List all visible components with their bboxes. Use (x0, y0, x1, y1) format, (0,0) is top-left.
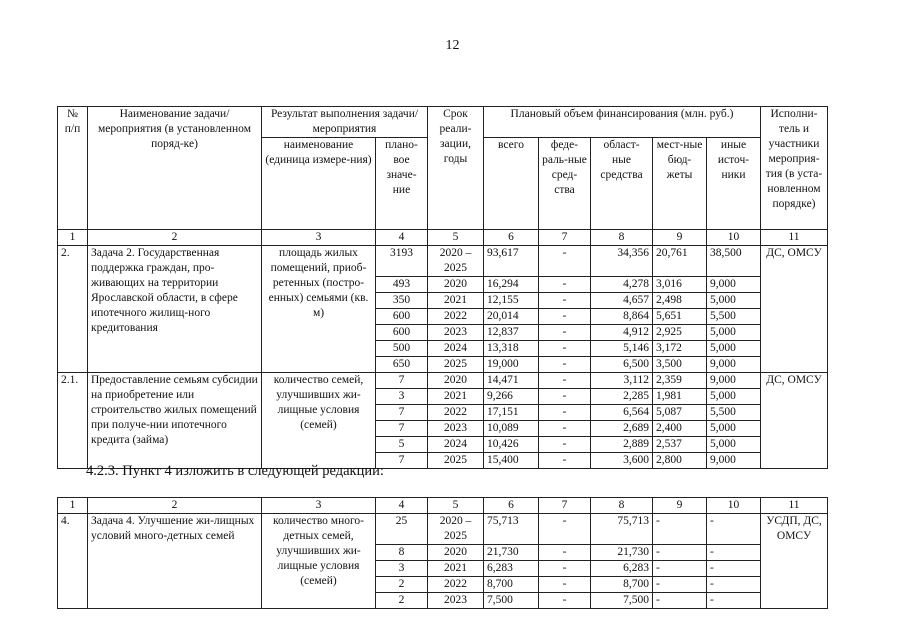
plan-value: 650 (376, 357, 428, 373)
term-years: 2023 (428, 325, 484, 341)
other-amount: - (707, 577, 761, 593)
term-years: 2023 (428, 593, 484, 609)
financing-table-2 (57, 497, 828, 609)
term-years: 2020 (428, 277, 484, 293)
local-amount: - (653, 514, 707, 545)
total-amount: 19,000 (484, 357, 539, 373)
col-header-total: всего (484, 138, 539, 230)
other-amount: 9,000 (707, 373, 761, 389)
plan-value: 350 (376, 293, 428, 309)
col-number: 1 (58, 230, 88, 246)
result-name: площадь жилых помещений, приоб-ретенных (постро-енных) семьями (кв. м) (262, 246, 376, 373)
regional-amount: 5,146 (591, 341, 653, 357)
col-header-other: иные источ-ники (707, 138, 761, 230)
regional-amount: 2,689 (591, 421, 653, 437)
total-amount: 10,426 (484, 437, 539, 453)
plan-value: 3 (376, 389, 428, 405)
term-years: 2025 (428, 453, 484, 469)
local-amount: 20,761 (653, 246, 707, 277)
regional-amount: 8,864 (591, 309, 653, 325)
table-row (58, 373, 828, 389)
other-amount: 5,000 (707, 389, 761, 405)
local-amount: 5,651 (653, 309, 707, 325)
other-amount: 9,000 (707, 277, 761, 293)
local-amount: 2,800 (653, 453, 707, 469)
other-amount: 5,500 (707, 405, 761, 421)
col-header-local: мест-ные бюд-жеты (653, 138, 707, 230)
term-years: 2022 (428, 309, 484, 325)
federal-amount: - (539, 405, 591, 421)
col-number: 8 (591, 498, 653, 514)
col-number: 6 (484, 498, 539, 514)
federal-amount: - (539, 325, 591, 341)
federal-amount: - (539, 577, 591, 593)
table-header-row (58, 107, 828, 138)
local-amount: 3,016 (653, 277, 707, 293)
regional-amount: 8,700 (591, 577, 653, 593)
term-years: 2024 (428, 341, 484, 357)
total-amount: 16,294 (484, 277, 539, 293)
term-years: 2020 (428, 373, 484, 389)
federal-amount: - (539, 373, 591, 389)
col-number: 7 (539, 230, 591, 246)
plan-value: 500 (376, 341, 428, 357)
federal-amount: - (539, 421, 591, 437)
term-years: 2023 (428, 421, 484, 437)
col-number: 10 (707, 498, 761, 514)
total-amount: 17,151 (484, 405, 539, 421)
local-amount: 3,172 (653, 341, 707, 357)
executor: ДС, ОМСУ (761, 373, 828, 469)
table-row (58, 246, 828, 277)
local-amount: - (653, 577, 707, 593)
local-amount: 2,359 (653, 373, 707, 389)
federal-amount: - (539, 437, 591, 453)
total-amount: 15,400 (484, 453, 539, 469)
regional-amount: 2,889 (591, 437, 653, 453)
other-amount: 9,000 (707, 453, 761, 469)
local-amount: - (653, 593, 707, 609)
local-amount: 1,981 (653, 389, 707, 405)
other-amount: - (707, 561, 761, 577)
total-amount: 14,471 (484, 373, 539, 389)
total-amount: 20,014 (484, 309, 539, 325)
federal-amount: - (539, 309, 591, 325)
other-amount: 9,000 (707, 357, 761, 373)
total-amount: 10,089 (484, 421, 539, 437)
row-number: 4. (58, 514, 88, 609)
row-number: 2.1. (58, 373, 88, 469)
regional-amount: 21,730 (591, 545, 653, 561)
table-row (58, 514, 828, 545)
plan-value: 2 (376, 593, 428, 609)
col-header-finance: Плановый объем финансирования (млн. руб.) (484, 107, 761, 138)
total-amount: 75,713 (484, 514, 539, 545)
col-number: 9 (653, 498, 707, 514)
federal-amount: - (539, 389, 591, 405)
regional-amount: 3,112 (591, 373, 653, 389)
other-amount: 5,000 (707, 421, 761, 437)
total-amount: 6,283 (484, 561, 539, 577)
executor: УСДП, ДС, ОМСУ (761, 514, 828, 609)
federal-amount: - (539, 277, 591, 293)
col-header-result-name: наименование (единица измере-ния) (262, 138, 376, 230)
total-amount: 7,500 (484, 593, 539, 609)
other-amount: 5,500 (707, 309, 761, 325)
plan-value: 7 (376, 421, 428, 437)
col-header-result-plan: плано-вое значе-ние (376, 138, 428, 230)
local-amount: 2,400 (653, 421, 707, 437)
col-header-no: № п/п (58, 107, 88, 230)
local-amount: 3,500 (653, 357, 707, 373)
term-years: 2020 – 2025 (428, 514, 484, 545)
regional-amount: 6,283 (591, 561, 653, 577)
local-amount: 2,498 (653, 293, 707, 309)
total-amount: 8,700 (484, 577, 539, 593)
total-amount: 13,318 (484, 341, 539, 357)
term-years: 2021 (428, 389, 484, 405)
federal-amount: - (539, 514, 591, 545)
col-number: 11 (761, 230, 828, 246)
other-amount: - (707, 593, 761, 609)
federal-amount: - (539, 561, 591, 577)
plan-value: 3 (376, 561, 428, 577)
total-amount: 12,837 (484, 325, 539, 341)
total-amount: 21,730 (484, 545, 539, 561)
col-header-term: Срок реали-зации, годы (428, 107, 484, 230)
other-amount: - (707, 545, 761, 561)
column-numbers-row (58, 230, 828, 246)
term-years: 2021 (428, 561, 484, 577)
col-number: 3 (262, 230, 376, 246)
term-years: 2022 (428, 405, 484, 421)
col-header-executor: Исполни-тель и участники мероприя-тия (в уста-новленном порядке) (761, 107, 828, 230)
federal-amount: - (539, 293, 591, 309)
col-number: 1 (58, 498, 88, 514)
plan-value: 8 (376, 545, 428, 561)
col-number: 5 (428, 230, 484, 246)
col-number: 5 (428, 498, 484, 514)
regional-amount: 6,500 (591, 357, 653, 373)
col-number: 4 (376, 498, 428, 514)
plan-value: 3193 (376, 246, 428, 277)
col-number: 11 (761, 498, 828, 514)
total-amount: 12,155 (484, 293, 539, 309)
total-amount: 9,266 (484, 389, 539, 405)
result-name: количество много-детных семей, улучшивших жи-лищные условия (семей) (262, 514, 376, 609)
total-amount: 93,617 (484, 246, 539, 277)
local-amount: - (653, 545, 707, 561)
task-name: Задача 4. Улучшение жи-лищных условий много-детных семей (88, 514, 262, 609)
other-amount: - (707, 514, 761, 545)
section-heading: 4.2.3. Пункт 4 изложить в следующей редакции: (86, 463, 384, 479)
row-number: 2. (58, 246, 88, 373)
term-years: 2020 – 2025 (428, 246, 484, 277)
federal-amount: - (539, 453, 591, 469)
col-number: 9 (653, 230, 707, 246)
regional-amount: 4,912 (591, 325, 653, 341)
plan-value: 25 (376, 514, 428, 545)
column-numbers-row (58, 498, 828, 514)
task-name: Задача 2. Государственная поддержка граждан, про-живающих на территории Ярославской области, в сфере ипотечного жилищ-ного кредитования (88, 246, 262, 373)
regional-amount: 2,285 (591, 389, 653, 405)
page-number: 12 (445, 38, 460, 53)
financing-table (57, 106, 828, 469)
col-header-regional: област-ные средства (591, 138, 653, 230)
term-years: 2021 (428, 293, 484, 309)
term-years: 2020 (428, 545, 484, 561)
task-name: Предоставление семьям субсидии на приобретение или строительство жилых помещений при получе-нии ипотечного кредита (займа) (88, 373, 262, 469)
regional-amount: 7,500 (591, 593, 653, 609)
plan-value: 2 (376, 577, 428, 593)
term-years: 2025 (428, 357, 484, 373)
local-amount: - (653, 561, 707, 577)
col-header-federal: феде-раль-ные сред-ства (539, 138, 591, 230)
other-amount: 38,500 (707, 246, 761, 277)
col-number: 10 (707, 230, 761, 246)
col-number: 2 (88, 230, 262, 246)
col-header-result: Результат выполнения задачи/мероприятия (262, 107, 428, 138)
regional-amount: 4,278 (591, 277, 653, 293)
plan-value: 5 (376, 437, 428, 453)
federal-amount: - (539, 545, 591, 561)
col-number: 3 (262, 498, 376, 514)
federal-amount: - (539, 341, 591, 357)
other-amount: 5,000 (707, 437, 761, 453)
regional-amount: 6,564 (591, 405, 653, 421)
other-amount: 5,000 (707, 293, 761, 309)
regional-amount: 34,356 (591, 246, 653, 277)
local-amount: 5,087 (653, 405, 707, 421)
col-header-task: Наименование задачи/мероприятия (в установленном поряд-ке) (88, 107, 262, 230)
plan-value: 7 (376, 405, 428, 421)
col-number: 7 (539, 498, 591, 514)
federal-amount: - (539, 246, 591, 277)
plan-value: 600 (376, 309, 428, 325)
col-number: 2 (88, 498, 262, 514)
regional-amount: 3,600 (591, 453, 653, 469)
plan-value: 600 (376, 325, 428, 341)
term-years: 2024 (428, 437, 484, 453)
plan-value: 7 (376, 453, 428, 469)
regional-amount: 4,657 (591, 293, 653, 309)
federal-amount: - (539, 593, 591, 609)
result-name: количество семей, улучшивших жи-лищные условия (семей) (262, 373, 376, 469)
col-number: 4 (376, 230, 428, 246)
col-number: 8 (591, 230, 653, 246)
federal-amount: - (539, 357, 591, 373)
local-amount: 2,537 (653, 437, 707, 453)
local-amount: 2,925 (653, 325, 707, 341)
plan-value: 7 (376, 373, 428, 389)
regional-amount: 75,713 (591, 514, 653, 545)
term-years: 2022 (428, 577, 484, 593)
plan-value: 493 (376, 277, 428, 293)
other-amount: 5,000 (707, 341, 761, 357)
col-number: 6 (484, 230, 539, 246)
executor: ДС, ОМСУ (761, 246, 828, 373)
other-amount: 5,000 (707, 325, 761, 341)
